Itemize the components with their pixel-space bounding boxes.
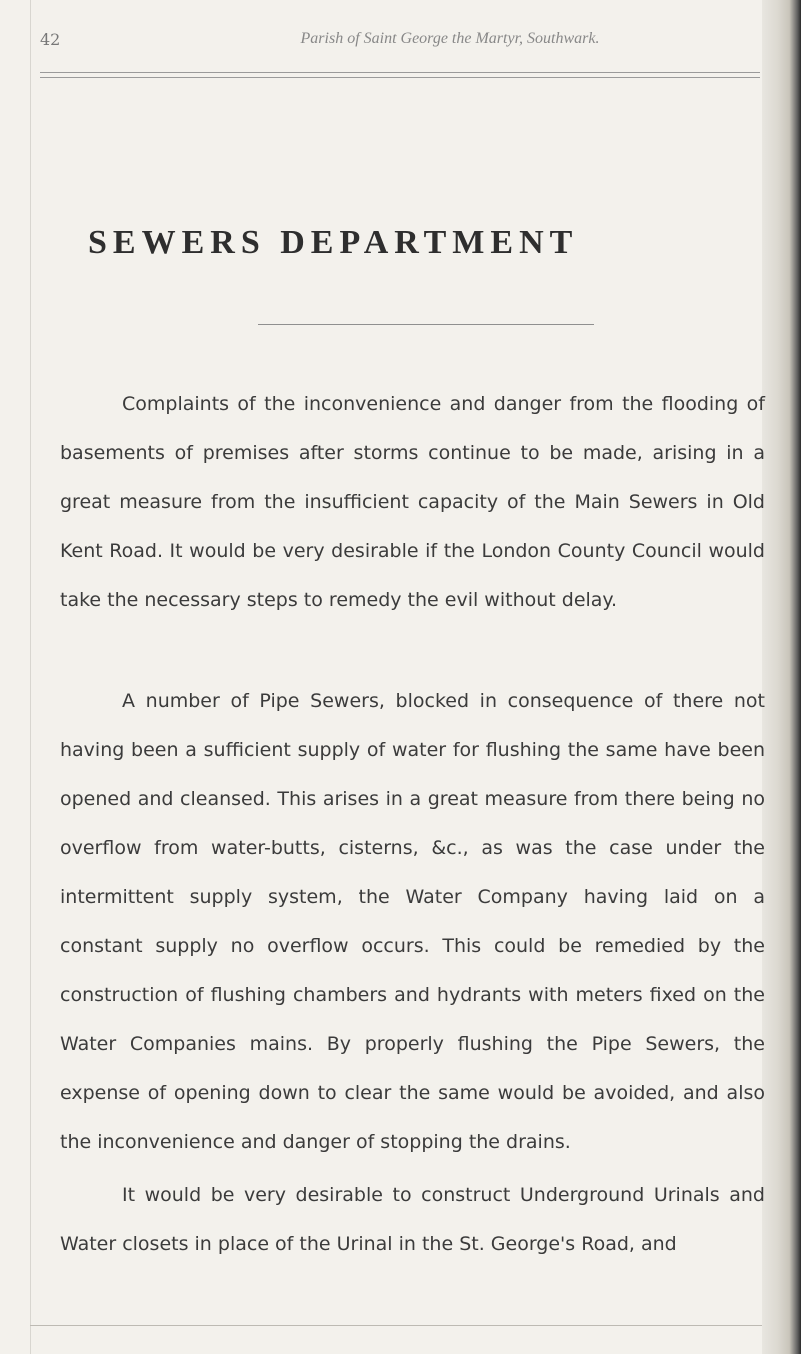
title-rule	[258, 324, 594, 325]
paragraph-1: Complaints of the inconvenience and danger from the flooding of basements of premises after storms continue to be made, arising in a great measure from the insufficient capacity of the Main Sewers in Old Kent Road. It would be very desirable if the London County Council would take the necessary steps to remedy the evil without delay.	[60, 393, 765, 611]
page-edge-line	[30, 0, 31, 1354]
paragraph-2: A number of Pipe Sewers, blocked in consequence of there not having been a sufficient supply of water for flushing the same have been opened and cleansed. This arises in a great measure from there being no overflow from water-butts, cisterns, &c., as was the case under the intermittent supply system, the Water Company having laid on a constant supply no overflow occurs. This could be remedied by the construction of flushing chambers and hydrants with meters fixed on the Water Companies mains. By properly flushing the Pipe Sewers, the expense of opening down to clear the same would be avoided, and also the inconvenience and danger of stopping the drains.	[60, 690, 765, 1153]
book-spine-shadow	[762, 0, 801, 1354]
paragraph-3: It would be very desirable to construct Underground Urinals and Water closets in place of the Urinal in the St. George's Road, and	[60, 1184, 765, 1255]
footer-rule	[30, 1325, 762, 1326]
page-header	[40, 30, 760, 66]
running-head: Parish of Saint George the Martyr, Southwark.	[300, 30, 600, 47]
header-rule	[40, 72, 760, 78]
section-title: SEWERS DEPARTMENT	[88, 224, 579, 261]
page-number: 42	[40, 30, 61, 49]
